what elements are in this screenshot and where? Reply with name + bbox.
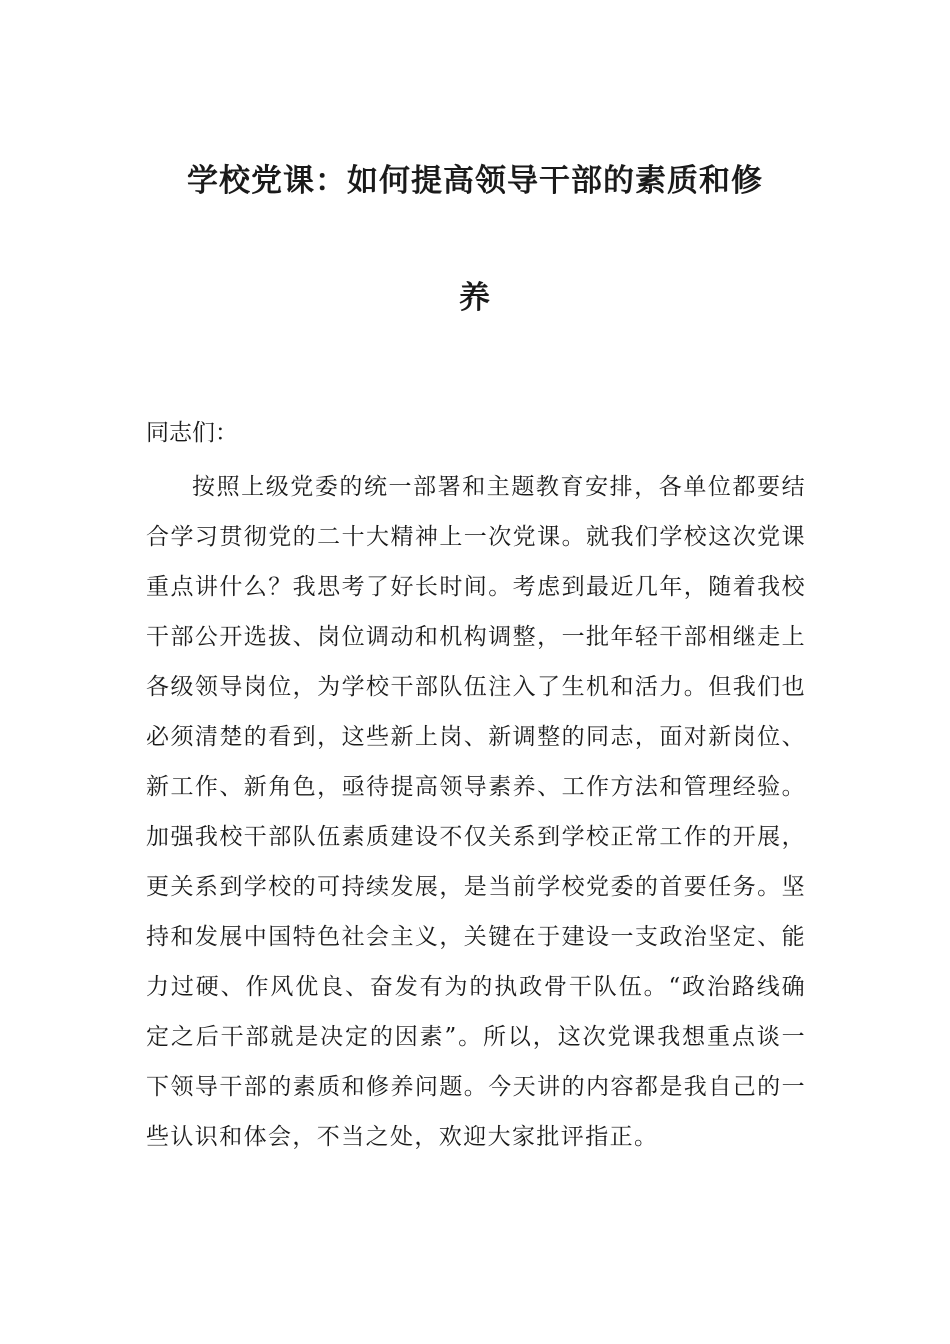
document-title-line-2: 养 <box>459 280 491 316</box>
salutation: 同志们： <box>146 420 238 446</box>
document-title-line-1: 学校党课：如何提高领导干部的素质和修 <box>187 163 763 199</box>
body-paragraph: 按照上级党委的统一部署和主题教育安排，各单位都要结合学习贯彻党的二十大精神上一次党课。就我们学校这次党课重点讲什么？我思考了好长时间。考虑到最近几年，随着我校干部公开选拔、岗位调动和机构调整，一批年轻干部相继走上各级领导岗位，为学校干部队伍注入了生机和活力。但我们也必须清楚的看到，这些新上岗、新调整的同志，面对新岗位、新工作、新角色，亟待提高领导素养、工作方法和管理经验。加强我校干部队伍素质建设不仅关系到学校正常工作的开展，更关系到学校的可持续发展，是当前学校党委的首要任务。坚持和发展中国特色社会主义，关键在于建设一支政治坚定、能力过硬、作风优良、奋发有为的执政骨干队伍。“政治路线确定之后干部就是决定的因素”。所以，这次党课我想重点谈一下领导干部的素质和修养问题。今天讲的内容都是我自己的一些认识和体会，不当之处，欢迎大家批评指正。 <box>146 474 806 1150</box>
